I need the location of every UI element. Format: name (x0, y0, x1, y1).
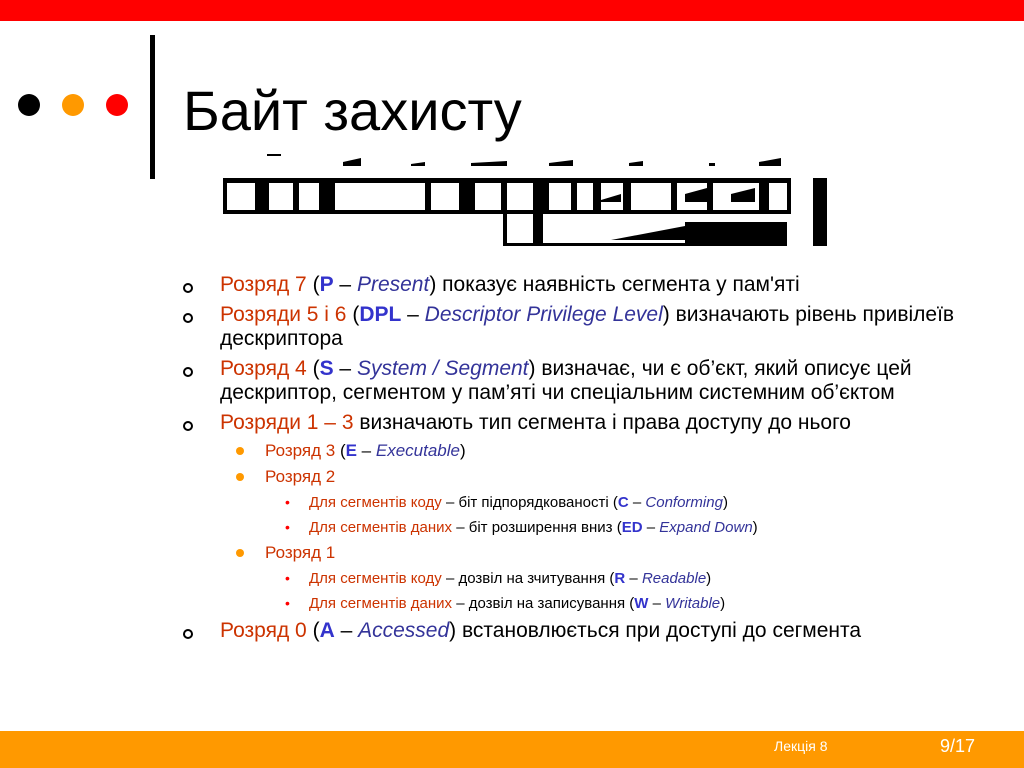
bullet-icon: • (285, 494, 290, 510)
bullet-icon (183, 421, 193, 431)
bottom-bar (0, 731, 1024, 768)
bullet-icon (183, 367, 193, 377)
title-divider (150, 35, 155, 179)
bullet-icon: • (285, 595, 290, 611)
bullet-icon: • (285, 519, 290, 535)
list-item-bit-2-code: • Для сегментів коду – біт підпорядкованості (C – Conforming) (285, 494, 728, 511)
page-number: 9/17 (940, 736, 976, 756)
bullet-icon: • (285, 570, 290, 586)
list-item-bit-4: Розряд 4 (S – System / Segment) визначає, чи є об’єкт, який описує цей дескриптор, сегментом у пам’яті чи спеціальним системним об’єктом (183, 357, 963, 405)
lecture-label: Лекція 8 (774, 738, 828, 754)
orange-dot-icon (62, 94, 84, 116)
list-item-bits-1-3: Розряди 1 – 3 визначають тип сегмента і права доступу до нього (183, 411, 963, 435)
top-bar (0, 0, 1024, 21)
list-item-bit-1-data: • Для сегментів даних – дозвіл на записування (W – Writable) (285, 595, 726, 612)
bullet-icon (236, 473, 244, 481)
list-item-bits-5-6: Розряди 5 і 6 (DPL – Descriptor Privilege Level) визначають рівень привілеїв дескриптора (183, 303, 963, 351)
list-item-bit-1: Розряд 1 (183, 543, 963, 563)
red-dot-icon (106, 94, 128, 116)
bullet-icon (183, 629, 193, 639)
list-item-bit-0: Розряд 0 (A – Accessed) встановлюється при доступі до сегмента (183, 619, 963, 643)
list-item-bit-1-code: • Для сегментів коду – дозвіл на зчитування (R – Readable) (285, 570, 712, 587)
bullet-icon (236, 549, 244, 557)
list-item-bit-3: Розряд 3 (E – Executable) (183, 441, 963, 461)
list-item-bit-2: Розряд 2 (183, 467, 963, 487)
content-list (183, 273, 963, 649)
black-dot-icon (18, 94, 40, 116)
bullet-icon (236, 447, 244, 455)
list-item-bit-2-data: • Для сегментів даних – біт розширення вниз (ED – Expand Down) (285, 519, 758, 536)
slide-title: Байт захисту (183, 79, 522, 142)
bullet-icon (183, 283, 193, 293)
bullet-icon (183, 313, 193, 323)
list-item-bit-7: Розряд 7 (P – Present) показує наявність сегмента у пам'яті (183, 273, 963, 297)
protection-byte-diagram (215, 150, 835, 250)
